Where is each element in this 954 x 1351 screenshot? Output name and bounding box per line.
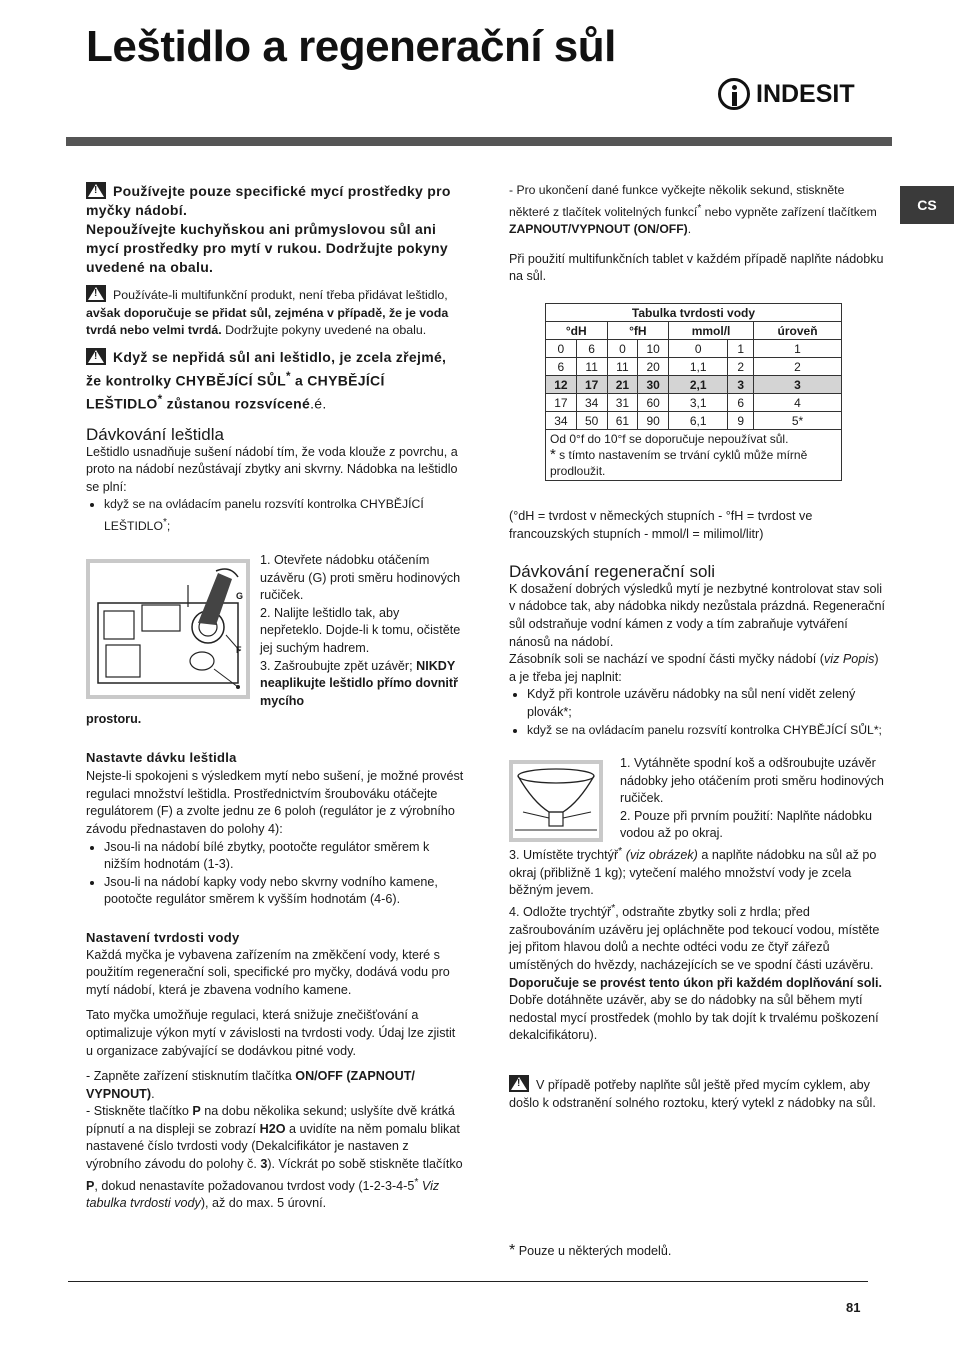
salt-list — [509, 686, 887, 739]
table-row — [546, 394, 842, 412]
dose-heading: Nastavte dávku leštidla — [86, 749, 237, 765]
hardness-p1: Každá myčka je vybavena zařízením na změkčení vody, které s použitím regenerační soli, specifické pro myčky, dodává vodu pro mytí nádobí, která je zbavena vodního kamene. — [86, 947, 450, 997]
salt-p3: Dobře dotáhněte uzávěr, aby se do nádobky na sůl během mytí nedostal mycí prostředek (mohlo by tak dojít k trvalému poškození dekalcifikátoru). — [509, 993, 879, 1043]
table-cell: 4 — [754, 394, 842, 412]
list-item: • Když při kontrole uzávěru nádobky na sůl není vidět zelený plovák*; — [527, 686, 887, 721]
table-cell: 61 — [607, 412, 638, 430]
table-cell: 12 — [546, 376, 577, 394]
salt-step-2: 2. Pouze při prvním použití: Naplňte nádobku vodou až po okraj. — [620, 808, 873, 841]
table-cell: 50 — [576, 412, 607, 430]
table-caption: Tabulka tvrdosti vody — [546, 304, 842, 322]
hardness-heading: Nastavení tvrdosti vody — [86, 929, 240, 945]
hardness-p2: Tato myčka umožňuje regulaci, která snižuje znečišťování a optimalizuje výkon mytí v závislosti na tvrdosti vody. Údaj lze zjistit u organizace zabývající se dodávkou pitné vody. — [86, 1008, 456, 1058]
table-cell: 30 — [638, 376, 669, 394]
table-cell: 6,1 — [669, 412, 728, 430]
brand-name: INDESIT — [756, 79, 855, 108]
table-cell: 9 — [728, 412, 754, 430]
table-cell: 2,1 — [669, 376, 728, 394]
table-cell: 17 — [576, 376, 607, 394]
salt-p2: Zásobník soli se nachází ve spodní části myčky nádobí (viz Popis) a je třeba jej naplnit: — [509, 652, 879, 684]
table-cell: 2 — [728, 358, 754, 376]
salt-funnel-figure — [509, 760, 603, 842]
warning-icon — [86, 348, 106, 365]
salt-warning: !V případě potřeby naplňte sůl ještě před mycím cyklem, aby došlo k odstranění solného roztoku, který vytekl z nádobky na sůl. — [509, 1075, 887, 1112]
table-cell: 5* — [754, 412, 842, 430]
table-cell: 11 — [607, 358, 638, 376]
hardness-legend: (°dH = tvrdost v německých stupních - °fH = tvrdost ve francouzských stupních - mmol/l = milimol/litr) — [509, 509, 813, 541]
table-cell: 3,1 — [669, 394, 728, 412]
finish-setting-text: - Pro ukončení dané funkce vyčkejte několik sekund, stiskněte některé z tlačítek volitelných funkcí* nebo vypněte zařízení tlačítkem ZAPNOUT/VYPNOUT (ON/OFF). — [509, 183, 877, 237]
rinse-step-3: 3. Zašroubujte zpět uzávěr; NIKDY neaplikujte leštidlo přímo dovnitř mycího — [260, 658, 459, 708]
list-item: • Jsou-li na nádobí kapky vody nebo skvrny vodního kamene, pootočte regulátor směrem k vyšším hodnotám (4-6). — [104, 874, 464, 909]
brand-i-icon — [718, 78, 750, 110]
table-cell: 0 — [607, 340, 638, 358]
table-cell: 34 — [576, 394, 607, 412]
salt-step-3: 3. Umístěte trychtýř* (viz obrázek) a naplňte nádobku na sůl až po okraj (přibližně 1 kg); vytečení malého množství vody je zcela běžným jevem. — [509, 845, 877, 898]
warning-icon — [509, 1075, 529, 1092]
rinse-step-2: 2. Nalijte leštidlo tak, aby nepřeteklo. Dojde-li k tomu, očistěte jej suchým hadrem. — [260, 605, 461, 655]
rinse-aid-intro: Leštidlo usnadňuje sušení nádobí tím, že voda klouže z povrchu, a proto na nádobí nezůstávají zbytky ani skvrny. Nádobka na leštidlo se plní: — [86, 444, 458, 494]
rinse-aid-steps — [260, 552, 465, 710]
page-number: 81 — [846, 1300, 861, 1315]
list-item: • když se na ovládacím panelu rozsvítí kontrolka CHYBĚJÍCÍ LEŠTIDLO*; — [104, 496, 464, 535]
table-cell: 3 — [728, 376, 754, 394]
page-title: Leštidlo a regenerační sůl — [86, 22, 616, 71]
left-column-lower — [86, 711, 464, 1213]
water-hardness-table — [545, 303, 842, 481]
warning-detergent: !Používejte pouze specifické mycí prostředky pro myčky nádobí. Nepoužívejte kuchyňskou ani průmyslovou sůl ani mycí prostředky pro mytí v rukou. Dodržujte pokyny uvedené na obalu. — [86, 182, 464, 277]
header-rule — [66, 137, 892, 146]
funnel-drawing — [513, 764, 599, 838]
table-cell: 1 — [754, 340, 842, 358]
rinse-aid-list — [86, 496, 464, 535]
footnote: * Pouze u některých modelů. — [509, 1242, 672, 1259]
table-cell: 31 — [607, 394, 638, 412]
salt-steps-lower — [509, 843, 887, 1112]
table-note: Od 0°f do 10°f se doporučuje nepoužívat sůl. * s tímto nastavením se trvání cyklů může mírně prodloužit. — [546, 430, 842, 481]
table-cell: 34 — [546, 412, 577, 430]
right-column-lower — [509, 508, 887, 739]
indesit-logo — [718, 78, 855, 110]
warning-indicators: !Když se nepřidá sůl ani leštidlo, je zcela zřejmé, že kontrolky CHYBĚJÍCÍ SŮL* a CHYBĚJÍCÍ LEŠTIDLO* zůstanou rozsvícené.é. — [86, 348, 464, 414]
salt-p1: K dosažení dobrých výsledků mytí je nezbytné kontrolovat stav soli v nádobce tak, aby nádobka nikdy nezůstala prázdná. Regenerační sůl odstraňuje vodní kámen z vody a tím zabraňuje vytváření nánosů na nádobí. — [509, 581, 885, 649]
table-header: mmol/l — [669, 322, 754, 340]
right-column-top — [509, 182, 887, 286]
footer-rule — [68, 1281, 868, 1282]
dose-text: Nejste-li spokojeni s výsledkem mytí nebo sušení, je možné provést regulaci množství leštidla. Prostřednictvím šroubováku otáčejte regulátorem (F) a zvolte jednu ze 6 poloh (regulátor je z výrobního závodu přednastaven do polohy 4): — [86, 769, 464, 836]
table-cell: 1,1 — [669, 358, 728, 376]
table-cell: 0 — [669, 340, 728, 358]
rinse-step-3-tail: prostoru. — [86, 712, 142, 726]
table-cell: 6 — [576, 340, 607, 358]
table-cell: 2 — [754, 358, 842, 376]
label-g: G — [236, 591, 244, 601]
warning-multifunction: !Používáte-li multifunkční produkt, není třeba přidávat leštidlo, avšak doporučuje se přidat sůl, zejména v případě, že je voda tvrdá nebo velmi tvrdá. Dodržujte pokyny uvedené na obalu. — [86, 285, 464, 340]
table-header: úroveň — [754, 322, 842, 340]
table-cell: 0 — [546, 340, 577, 358]
salt-steps-top — [620, 755, 888, 843]
table-cell: 17 — [546, 394, 577, 412]
table-row-highlighted — [546, 376, 842, 394]
dose-list — [86, 839, 464, 909]
warning-icon — [86, 182, 106, 199]
salt-step-4: 4. Odložte trychtýř*, odstraňte zbytky soli z hrdla; před zašroubováním uzávěru jej opláchněte pod tekoucí vodou, místěte jej přitom hlavou dolů a nechte odtéci vodu ze čtyř zářezů umístěných do hvězdy, nacházejících se ve spodní části uzávěru. — [509, 901, 880, 972]
salt-heading: Dávkování regenerační soli — [509, 562, 716, 582]
rinse-aid-heading: Dávkování leštidla — [86, 425, 224, 445]
hardness-p4: - Stiskněte tlačítko P na dobu několika sekund; uslyšíte dvě krátká pípnutí a na displeji se zobrazí H2O a uvidíte na něm pomalu blikat nastavené číslo tvrdosti vody (Dekalcifikátor je nastaven z výrobního závodu do polohy č. 3). Víckrát po sobě stiskněte tlačítko P, dokud nenastavíte požadovanou tvrdost vody (1-2-3-4-5* Viz tabulka tvrdosti vody), až do max. 5 úrovní. — [86, 1104, 463, 1211]
table-cell: 6 — [546, 358, 577, 376]
table-row — [546, 412, 842, 430]
warning-icon — [86, 285, 106, 302]
table-row — [546, 358, 842, 376]
salt-step-1: 1. Vytáhněte spodní koš a odšroubujte uzávěr nádobky jeho otáčením proti směru hodinových ručiček. — [620, 756, 884, 806]
language-tab: CS — [900, 186, 954, 224]
table-cell: 10 — [638, 340, 669, 358]
list-item: • Jsou-li na nádobí bílé zbytky, pootočte regulátor směrem k nižším hodnotám (1-3). — [104, 839, 464, 874]
dispenser-drawing — [90, 563, 246, 695]
rinse-aid-dispenser-figure — [86, 559, 250, 699]
hardness-p3: - Zapněte zařízení stisknutím tlačítka ON/OFF (ZAPNOUT/ VYPNOUT). — [86, 1069, 415, 1101]
table-cell: 21 — [607, 376, 638, 394]
left-column — [86, 182, 464, 536]
table-cell: 60 — [638, 394, 669, 412]
multifunction-tablets-text: Při použití multifunkčních tablet v každém případě naplňte nádobku na sůl. — [509, 251, 884, 284]
table-cell: 90 — [638, 412, 669, 430]
table-cell: 11 — [576, 358, 607, 376]
label-f: F — [236, 645, 242, 655]
table-header: °dH — [546, 322, 608, 340]
table-cell: 1 — [728, 340, 754, 358]
list-item: • když se na ovládacím panelu rozsvítí kontrolka CHYBĚJÍCÍ SŮL*; — [527, 722, 887, 740]
table-header: °fH — [607, 322, 669, 340]
salt-recommendation: Doporučuje se provést tento úkon při každém doplňování soli. — [509, 975, 882, 990]
rinse-step-1: 1. Otevřete nádobku otáčením uzávěru (G) proti směru hodinových ručiček. — [260, 553, 461, 603]
table-cell: 3 — [754, 376, 842, 394]
table-row — [546, 340, 842, 358]
table-cell: 20 — [638, 358, 669, 376]
table-cell: 6 — [728, 394, 754, 412]
